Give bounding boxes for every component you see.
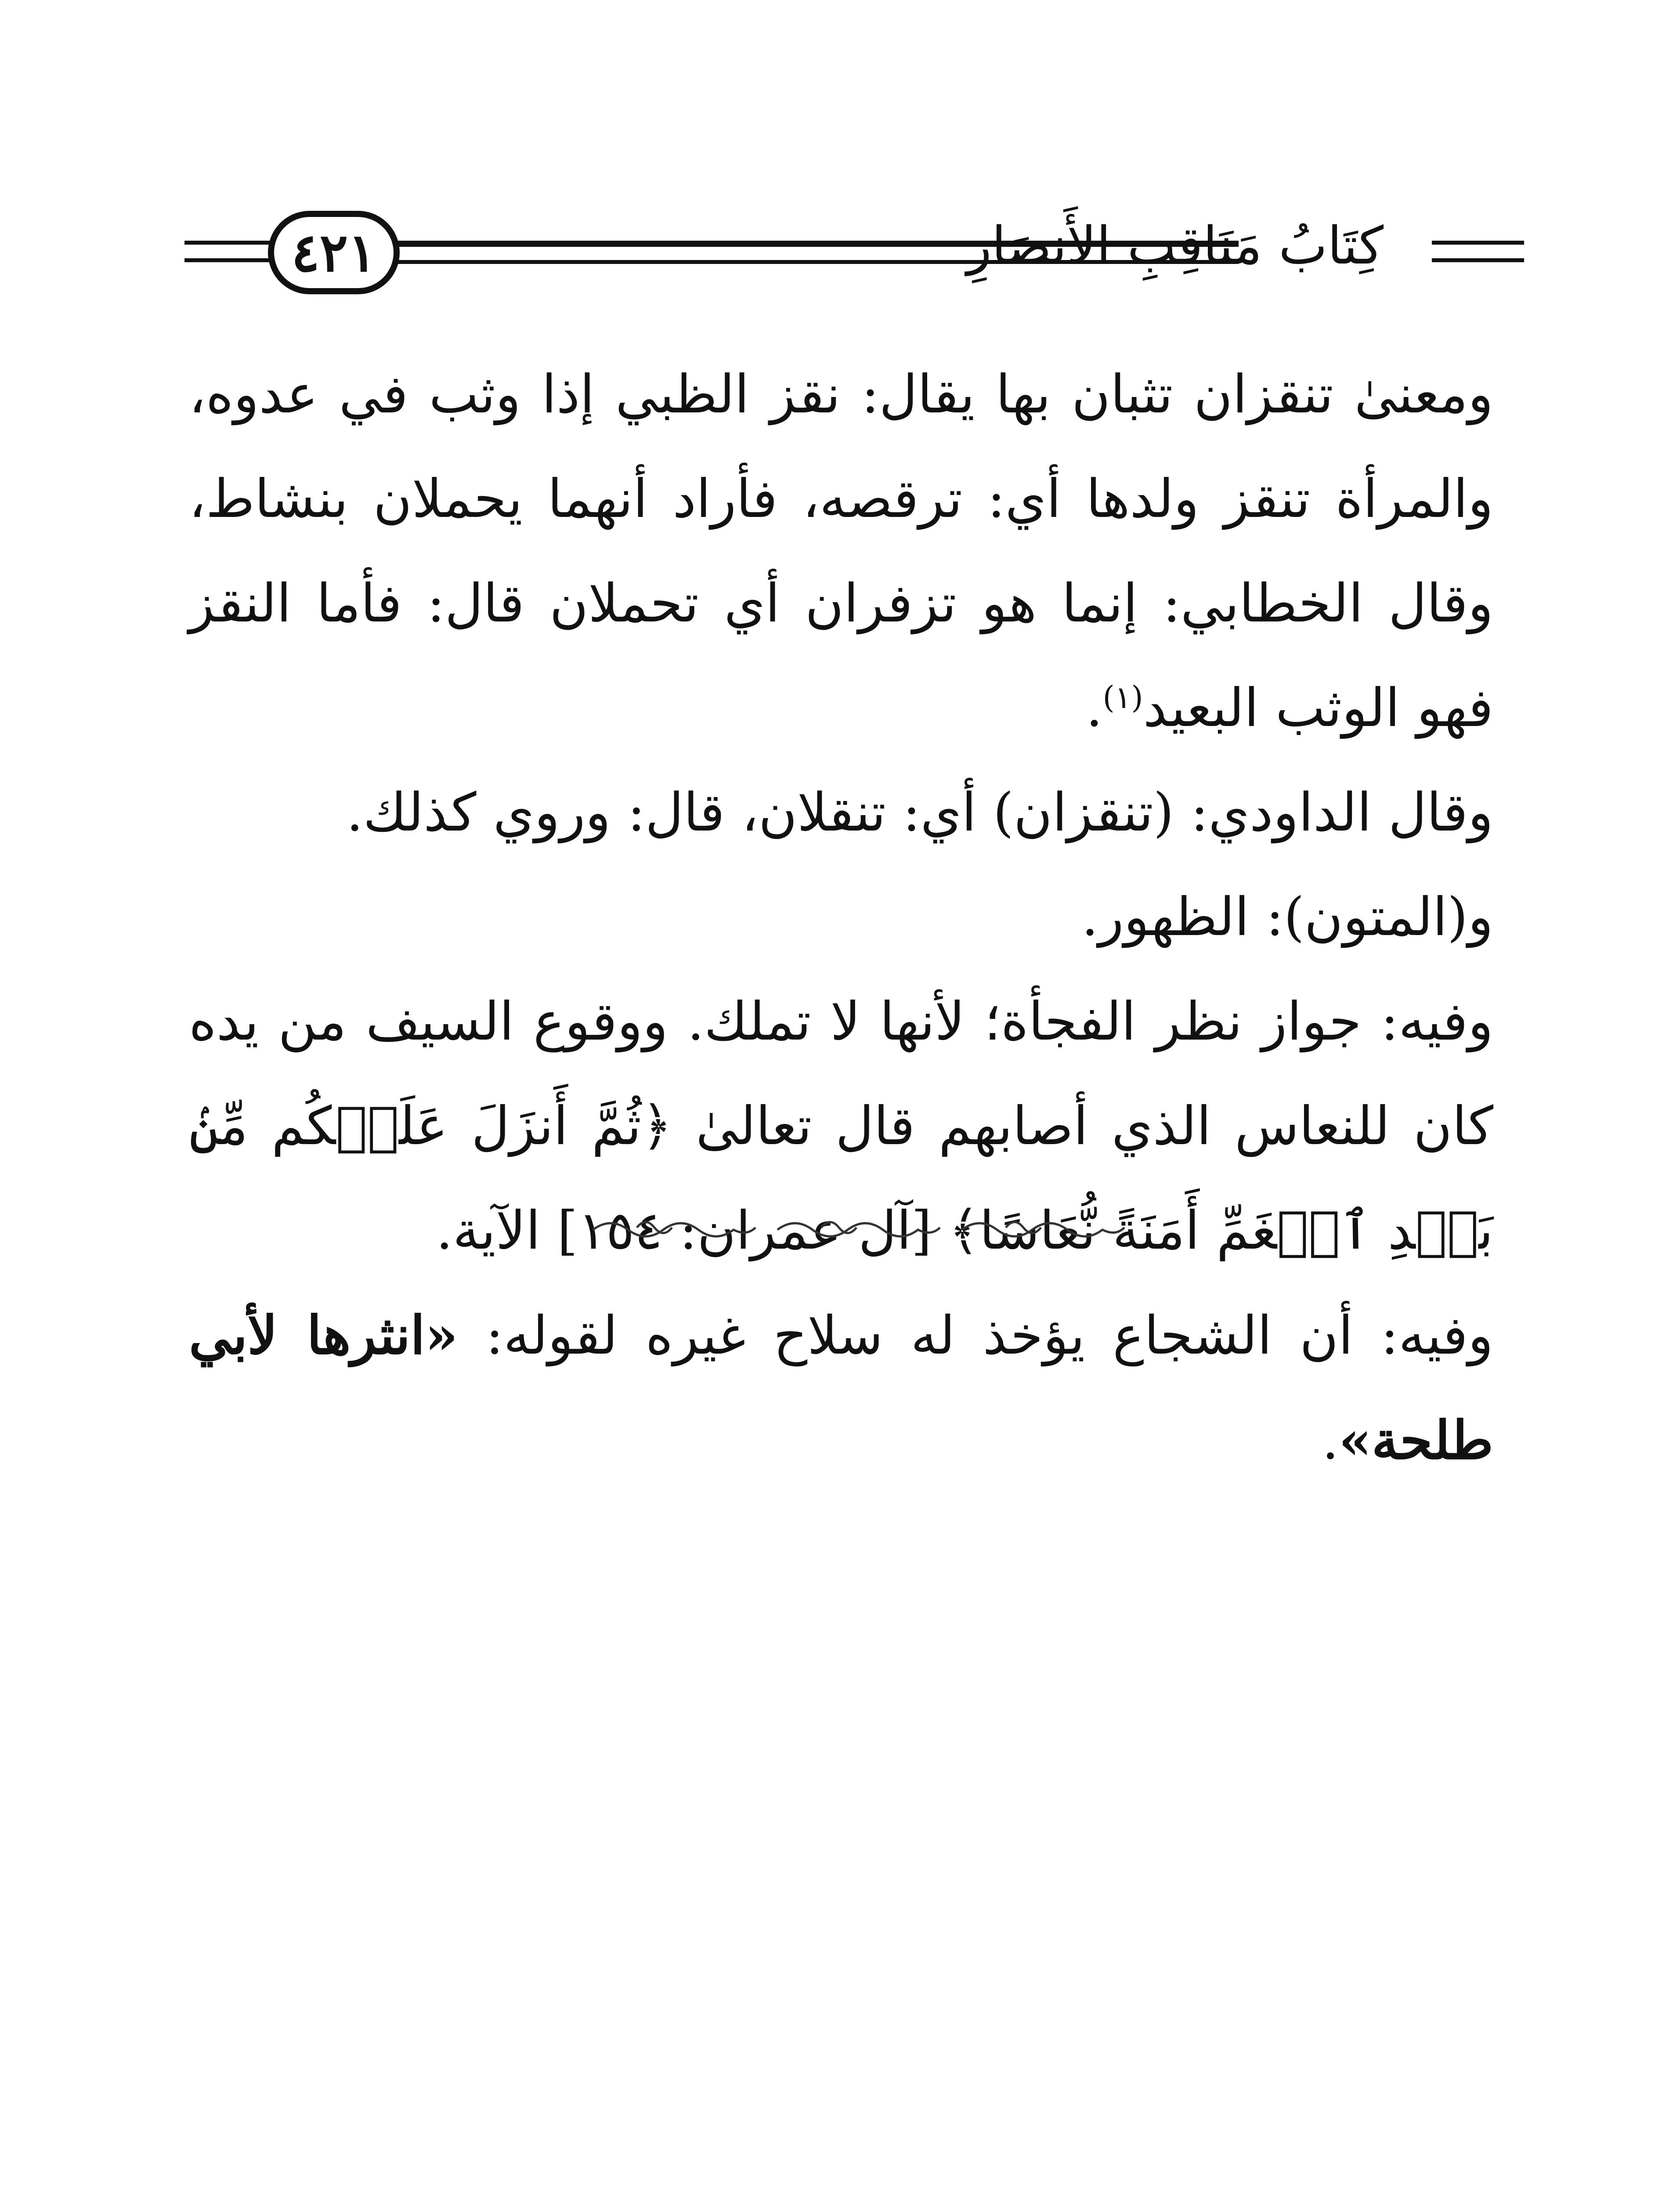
header-rule-right-bottom (1432, 258, 1524, 262)
paragraph-5-text: وفيه: أن الشجاع يؤخذ له سلاح غيره لقوله: (458, 1305, 1493, 1366)
paragraph-2: وقال الداودي: (تنقزان) أي: تنقلان، قال: وروي كذلك. (346, 782, 1493, 843)
running-title: كِتَابُ مَنَاقِبِ الأَنصَارِ (966, 215, 1384, 276)
paragraph-3: و(المتون): الظهور. (1081, 887, 1493, 948)
header-rule-right-top (1432, 241, 1524, 245)
verse-citation: [آل عمران: ١٥٤] الآية. (436, 1200, 949, 1261)
quran-verse: ﴿ثُمَّ أَنزَلَ عَلَيۡكُم مِّنۢ بَعۡدِ ٱلۡغَمِّ أَمَنَةً نُّعَاسًا﴾ (189, 1096, 1493, 1261)
paragraph-1-end: . (1086, 678, 1103, 739)
ornament-motif-2 (777, 1222, 940, 1237)
header-rule-left-top (184, 241, 272, 245)
ornament-motif-3 (962, 1222, 1124, 1237)
header-rule-left-bottom (184, 258, 272, 262)
ornament-motif-1 (593, 1222, 755, 1237)
footnote-ref-1[interactable]: (١) (1102, 679, 1143, 715)
main-text (189, 343, 1493, 1493)
hadith-quote: «انثرها لأبي طلحة» (189, 1304, 1493, 1471)
page-number: ٤٢١ (268, 211, 400, 294)
paragraph-1-text: ومعنىٰ تنقزان تثبان بها يقال: نقز الظبي إذا وثب في عدوه، والمرأة تنقز ولدها أي: ترقصه، فأراد أنهما يحملان بنشاط، وقال الخطابي: إنما هو تزفران أي تحملان قال: فأما النقز فهو الوثب البعيد (189, 364, 1493, 739)
page-header (184, 206, 1524, 321)
paragraph-1 (189, 343, 1493, 761)
paragraph-4-text: وفيه: جواز نظر الفجأة؛ لأنها لا تملك. ووقوع السيف من يده كان للنعاس الذي أصابهم قال تعالىٰ (189, 991, 1494, 1157)
paragraph-5 (189, 1283, 1493, 1493)
paragraph-5-end: . (1322, 1410, 1339, 1471)
section-divider-ornament-icon (584, 1212, 1133, 1243)
